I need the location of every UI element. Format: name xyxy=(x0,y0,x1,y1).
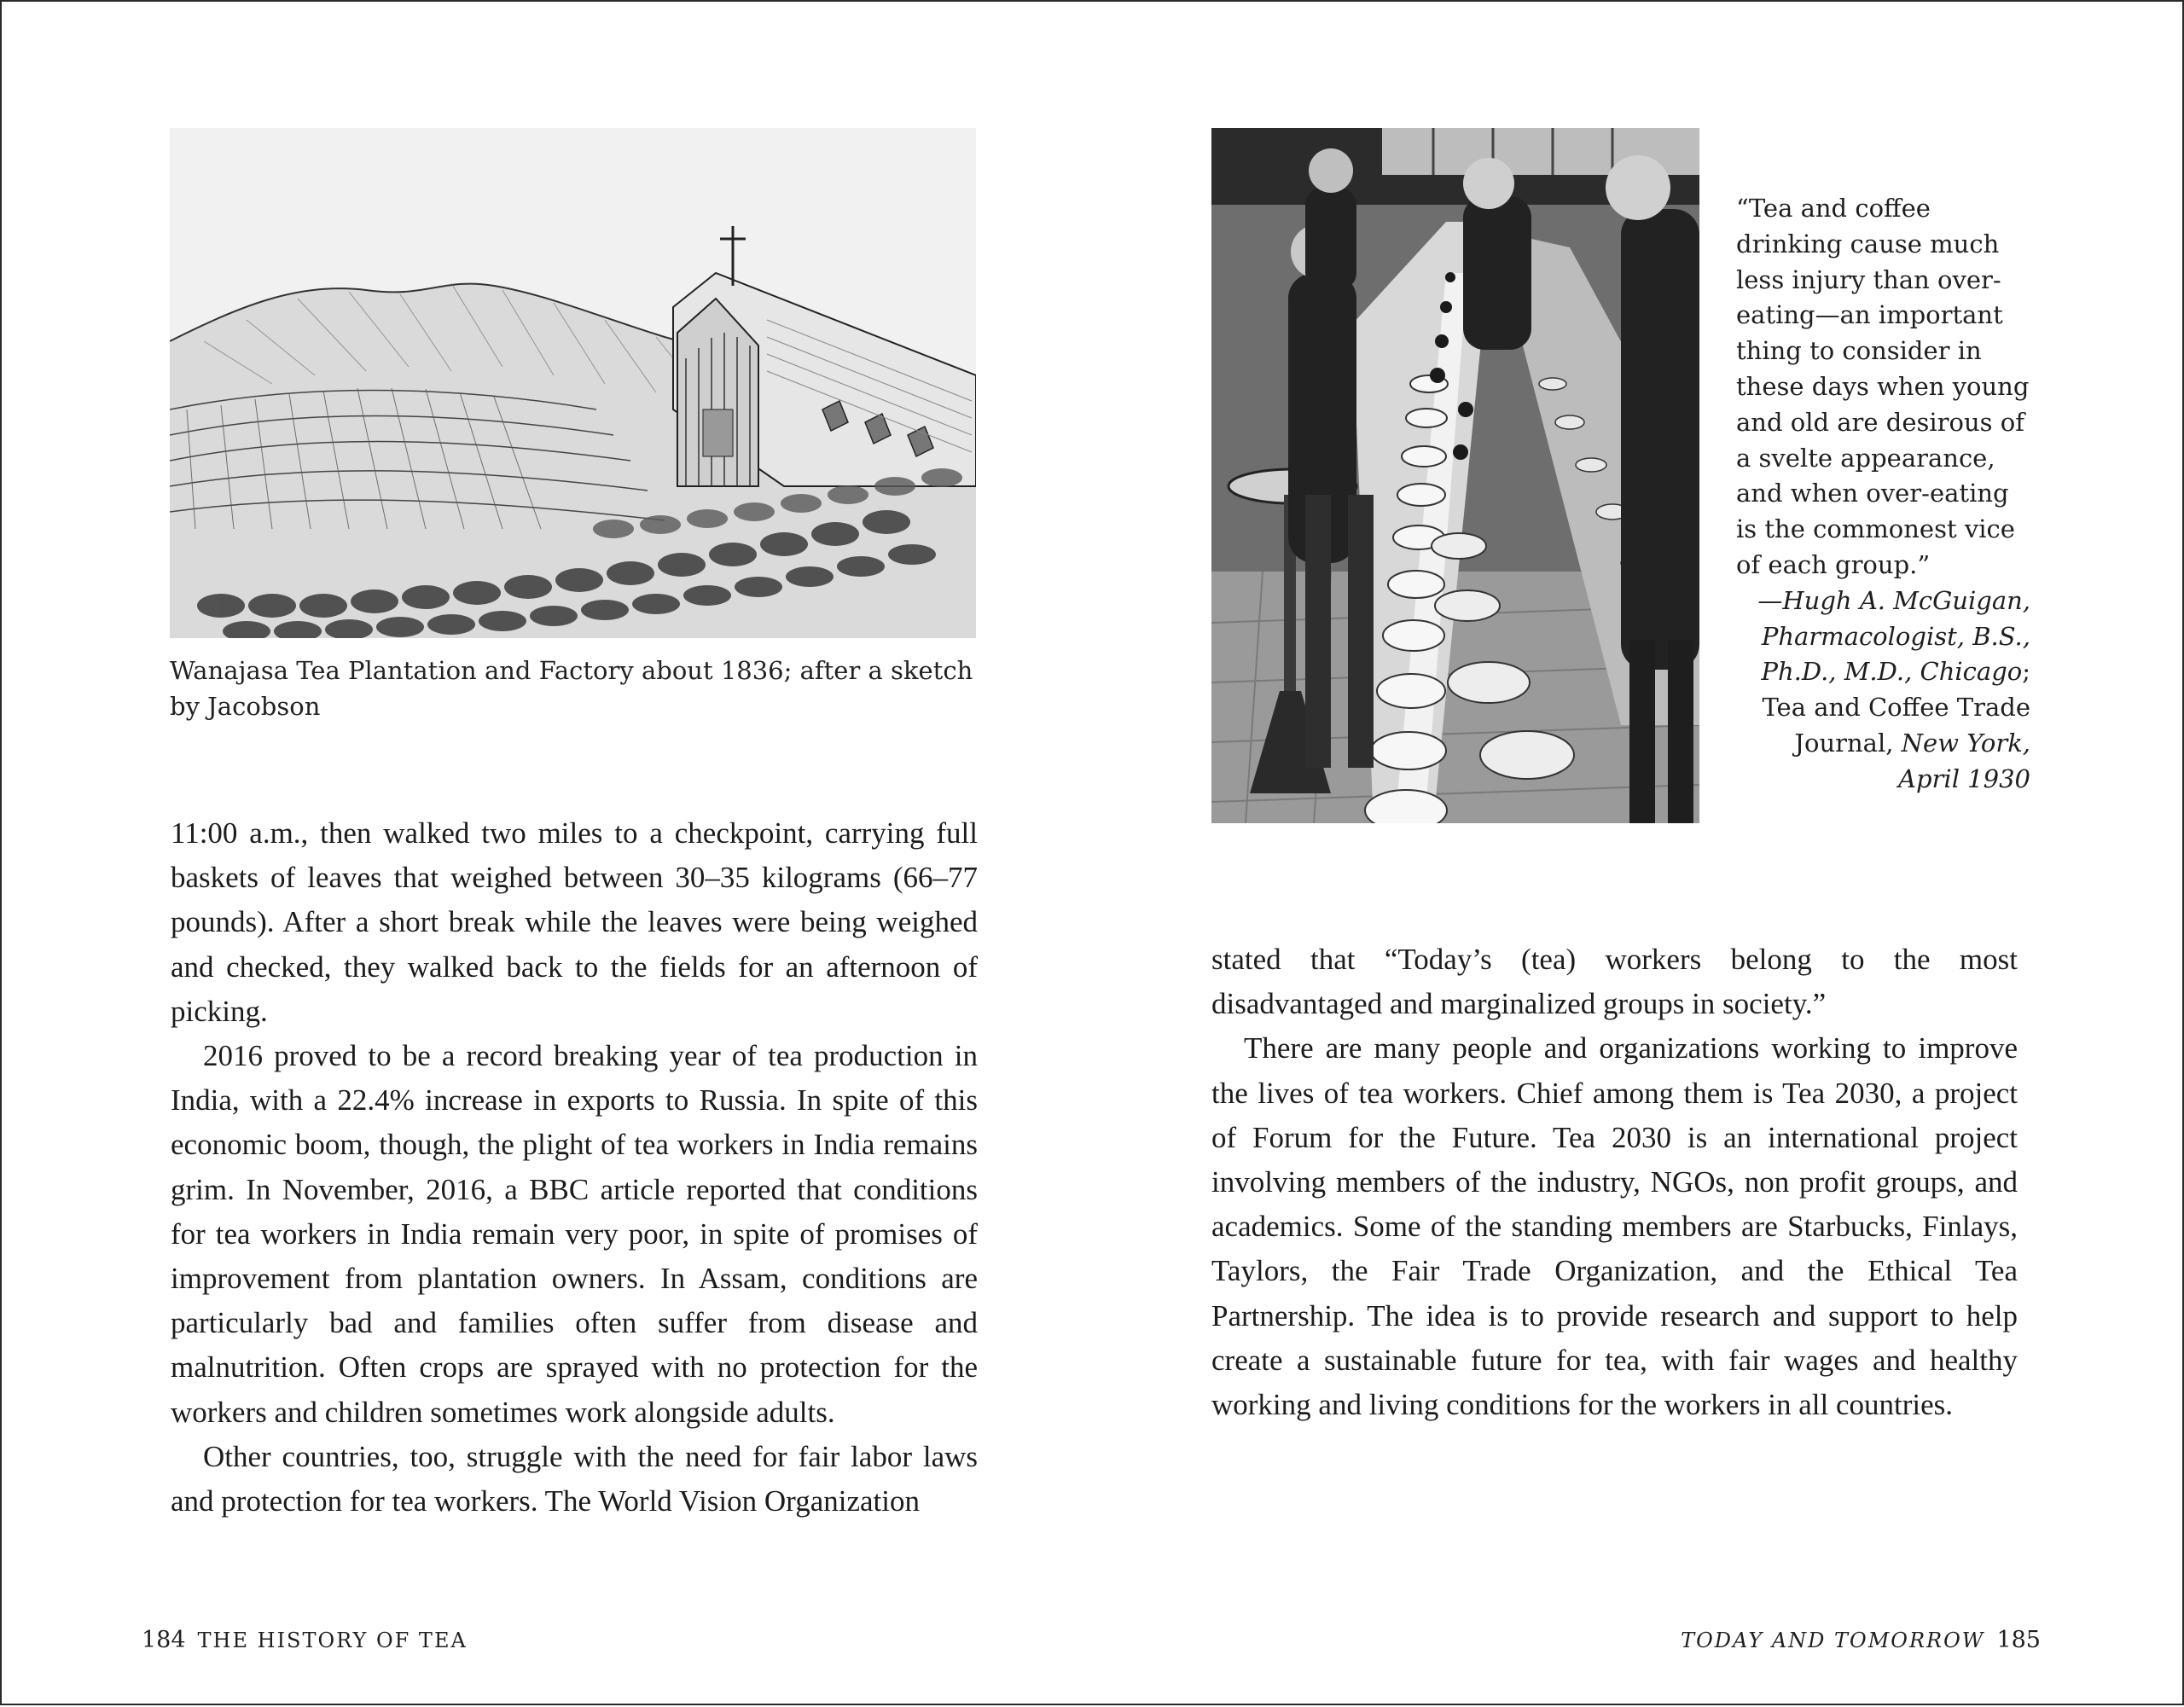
page-number: 185 xyxy=(1996,1627,2041,1653)
page-number: 184 xyxy=(142,1627,186,1653)
plantation-engraving-illustration xyxy=(170,128,976,638)
tea-tasting-photograph xyxy=(1211,128,1699,823)
attribution-author: —Hugh A. McGuigan, Pharmacologist, B.S., Ph.D., M.D., Chicago xyxy=(1757,585,2030,687)
running-footer-right xyxy=(1681,1627,2053,1653)
running-footer-left xyxy=(130,1627,468,1653)
paragraph: stated that “Today’s (tea) workers belong to the most disadvantaged and marginalized groups in society.” xyxy=(1211,943,2018,1021)
right-body-text xyxy=(1211,938,2018,1427)
left-body-text xyxy=(171,811,978,1524)
paragraph: 2016 proved to be a record breaking year of tea production in India, with a 22.4% increase in exports to Russia. In spite of this economic boom, though, the plight of tea workers in India remains grim. In November, 2016, a BBC article reported that conditions for tea workers in India remain very poor, in spite of promises of improvement from plantation owners. In Assam, conditions are particularly bad and families often suffer from disease and malnutrition. Often crops are sprayed with no protection for the workers and children sometimes work alongside adults. xyxy=(171,1039,978,1429)
quote-attribution: —Hugh A. McGuigan, Pharmacologist, B.S., Ph.D., M.D., Chicago; Tea and Coffee Trade Journal, New York, April 1930 xyxy=(1757,585,2030,793)
paragraph: 11:00 a.m., then walked two miles to a checkpoint, carrying full baskets of leaves that weighed between 30–35 kilograms (66–77 pounds). After a short break while the leaves were being weighed and checked, they walked back to the fields for an afternoon of picking. xyxy=(171,816,978,1028)
quote-text: “Tea and coffee drinking cause much less injury than over-eating—an important thing to consider in these days when young and old are desirous of a svelte appearance, and when over-eating is the commonest vice of each group.” xyxy=(1736,194,2030,579)
paragraph: There are many people and organizations working to improve the lives of tea workers. Chief among them is Tea 2030, a project of Forum for the Future. Tea 2030 is an international project involving members of the industry, NGOs, non profit groups, and academics. Some of the standing members are Starbucks, Finlays, Taylors, the Fair Trade Organization, and the Ethical Tea Partnership. The idea is to provide research and support to help create a sustainable future for tea, with fair wages and healthy working and living conditions for the workers in all countries. xyxy=(1211,1031,2018,1422)
paragraph: Other countries, too, struggle with the need for fair labor laws and protection for tea workers. The World Vision Organization xyxy=(171,1439,978,1518)
left-page xyxy=(2,2,1094,1707)
sidebar-quote xyxy=(1736,191,2030,798)
running-title: TODAY AND TOMORROW xyxy=(1681,1629,1985,1652)
running-title: THE HISTORY OF TEA xyxy=(197,1629,468,1652)
attribution-place-date: New York, April 1930 xyxy=(1898,728,2030,793)
figure-caption: Wanajasa Tea Plantation and Factory about 1836; after a sketch by Jacobson xyxy=(170,656,973,721)
attribution-source: Tea and Coffee Trade Journal xyxy=(1762,693,2030,758)
